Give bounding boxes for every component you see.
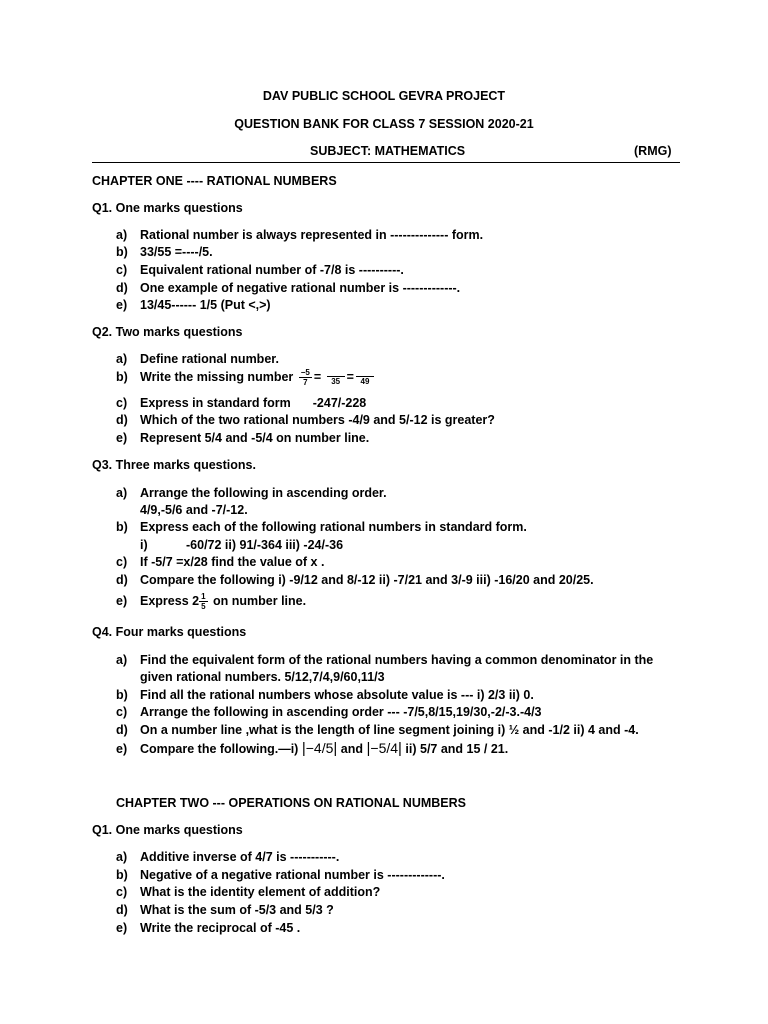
fraction: $\frac{-5}{7}$ bbox=[300, 368, 310, 387]
list-item: b) Write the missing number $\frac{-5}{7}$ = 35 = 49 bbox=[116, 368, 376, 387]
list-item: c) If -5/7 =x/28 find the value of x . bbox=[116, 555, 325, 569]
ch1-q2-heading: Q2. Two marks questions bbox=[92, 325, 243, 339]
list-item: a) Additive inverse of 4/7 is -----------. bbox=[116, 850, 340, 864]
fraction: $\frac{1}{5}$ bbox=[201, 592, 206, 611]
list-item-continuation: 4/9,-5/6 and -7/-12. bbox=[140, 503, 248, 517]
list-item: d) Which of the two rational numbers -4/9 and 5/-12 is greater? bbox=[116, 413, 495, 427]
list-item: e) Compare the following.—i) |−4/5| and |−5/4| ii) 5/7 and 15 / 21. bbox=[116, 740, 509, 757]
list-item: a) Rational number is always represented in -------------- form. bbox=[116, 228, 484, 242]
ch1-q3-heading: Q3. Three marks questions. bbox=[92, 458, 256, 472]
list-item: e) 13/45------ 1/5 (Put <,>) bbox=[116, 298, 271, 312]
absolute-value: |−4/5| bbox=[301, 740, 338, 757]
list-item: a) Find the equivalent form of the rational numbers having a common denominator in the bbox=[116, 653, 654, 667]
list-item: b) 33/55 =----/5. bbox=[116, 245, 213, 259]
chapter-one-title: CHAPTER ONE ---- RATIONAL NUMBERS bbox=[92, 174, 337, 188]
school-name: DAV PUBLIC SCHOOL GEVRA PROJECT bbox=[262, 89, 506, 103]
list-item: d) Compare the following i) -9/12 and 8/-12 ii) -7/21 and 3/-9 iii) -16/20 and 20/25. bbox=[116, 573, 594, 587]
document-title: QUESTION BANK FOR CLASS 7 SESSION 2020-21 bbox=[234, 117, 534, 131]
list-item: c) Equivalent rational number of -7/8 is ----------. bbox=[116, 263, 404, 277]
subject-label: SUBJECT: MATHEMATICS bbox=[310, 144, 466, 158]
chapter-two-title: CHAPTER TWO --- OPERATIONS ON RATIONAL NUMBERS bbox=[116, 796, 466, 810]
list-item: e) Represent 5/4 and -5/4 on number line. bbox=[116, 431, 370, 445]
list-item: d) On a number line ,what is the length of line segment joining i) ½ and -1/2 ii) 4 and -4. bbox=[116, 723, 639, 737]
absolute-value: |−5/4| bbox=[366, 740, 402, 757]
list-item: c) Express in standard form -247/-228 bbox=[116, 396, 367, 410]
fraction: 35 bbox=[327, 369, 345, 386]
list-item-continuation: i) -60/72 ii) 91/-364 iii) -24/-36 bbox=[140, 538, 344, 552]
list-item: d) One example of negative rational number is -------------. bbox=[116, 281, 461, 295]
list-item: e) Write the reciprocal of -45 . bbox=[116, 921, 301, 935]
list-item: b) Negative of a negative rational number is -------------. bbox=[116, 868, 445, 882]
list-item-continuation: given rational numbers. 5/12,7/4,9/60,11/3 bbox=[140, 670, 385, 684]
list-item: c) Arrange the following in ascending order --- -7/5,8/15,19/30,-2/-3.-4/3 bbox=[116, 705, 542, 719]
ch2-q1-heading: Q1. One marks questions bbox=[92, 823, 243, 837]
ch1-q1-heading: Q1. One marks questions bbox=[92, 201, 243, 215]
list-item: a) Define rational number. bbox=[116, 352, 279, 366]
list-item: d) What is the sum of -5/3 and 5/3 ? bbox=[116, 903, 334, 917]
header-divider bbox=[92, 162, 680, 163]
list-item: a) Arrange the following in ascending order. bbox=[116, 486, 387, 500]
list-item: b) Express each of the following rational numbers in standard form. bbox=[116, 520, 527, 534]
teacher-initials: (RMG) bbox=[634, 144, 672, 158]
fraction: 49 bbox=[356, 369, 374, 386]
list-item: b) Find all the rational numbers whose absolute value is --- i) 2/3 ii) 0. bbox=[116, 688, 534, 702]
list-item: e) Express 2 $\frac{1}{5}$ on number line. bbox=[116, 592, 307, 611]
ch1-q4-heading: Q4. Four marks questions bbox=[92, 625, 247, 639]
list-item: c) What is the identity element of addition? bbox=[116, 885, 381, 899]
